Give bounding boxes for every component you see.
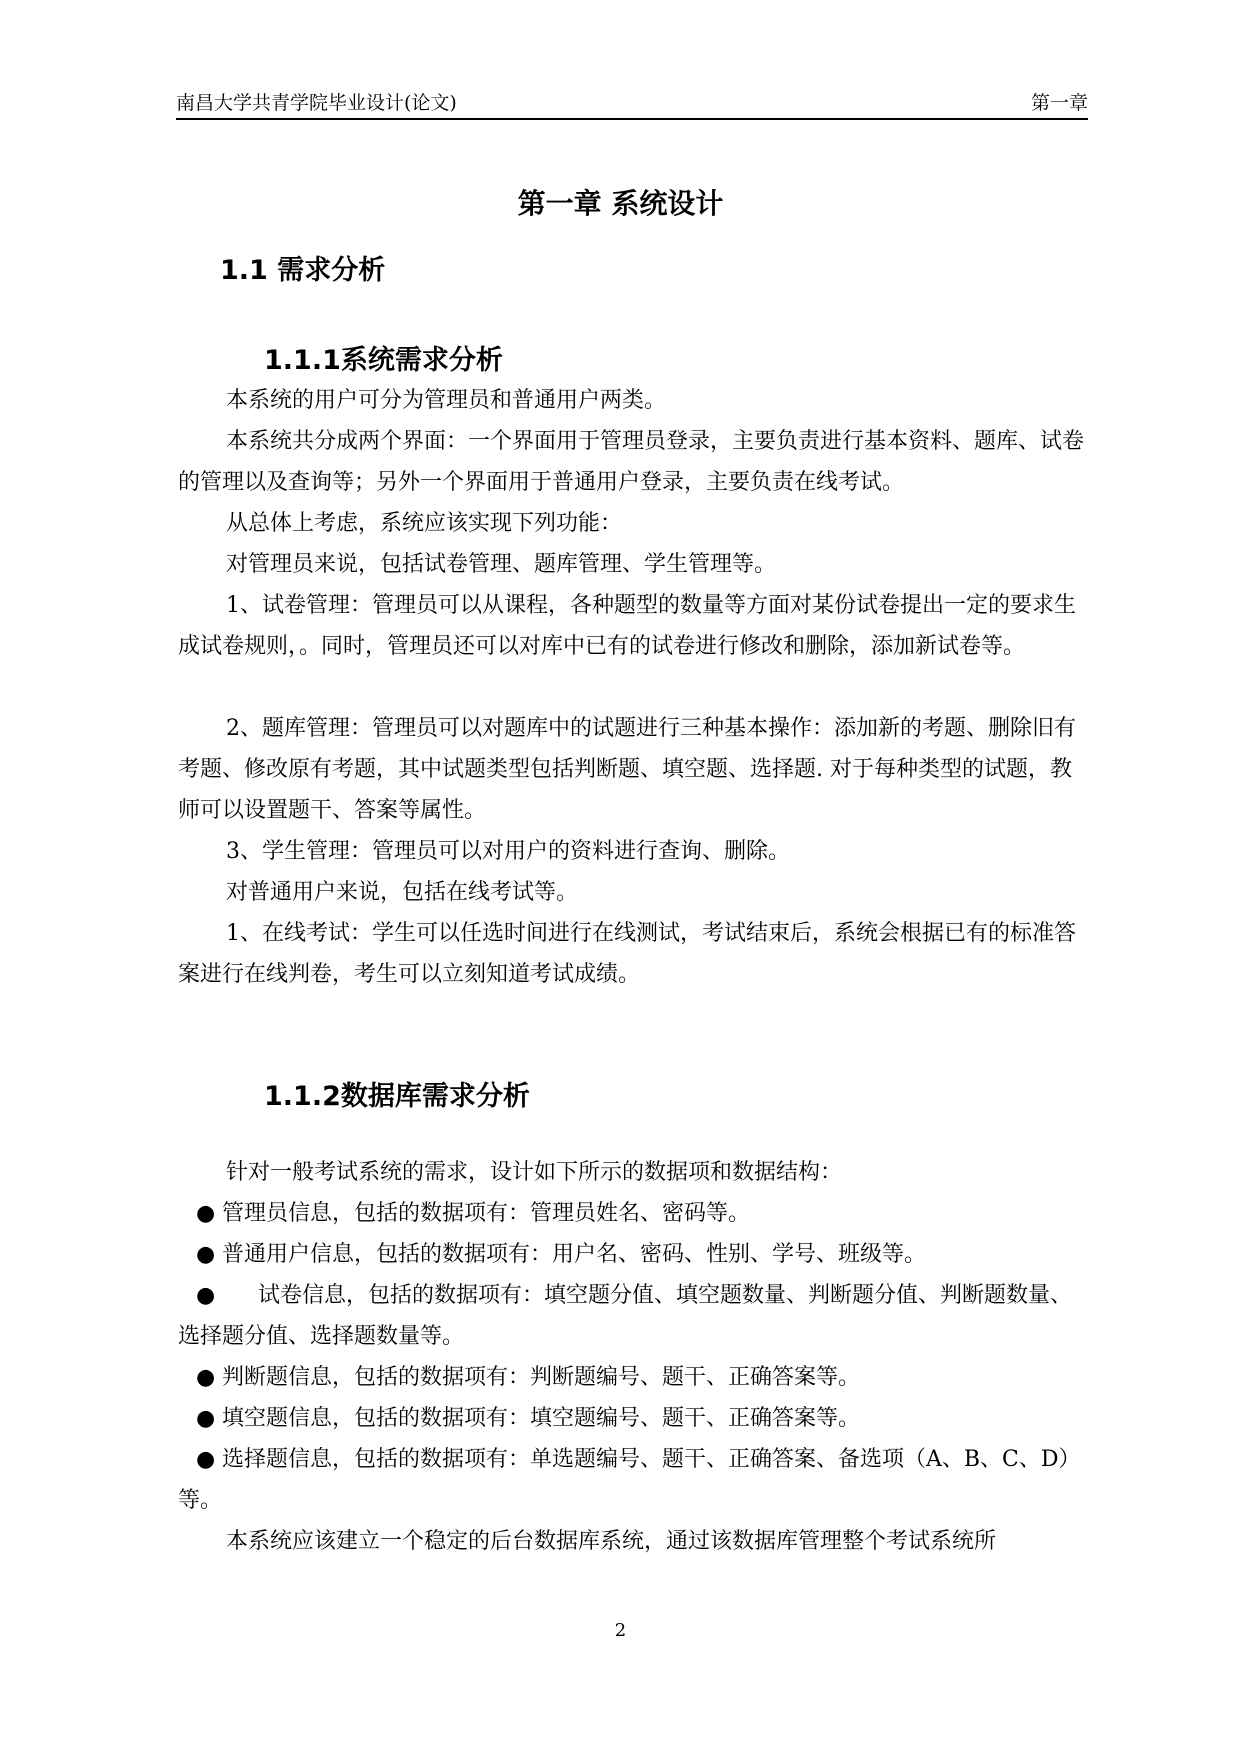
paragraph: 本系统应该建立一个稳定的后台数据库系统，通过该数据库管理整个考试系统所 xyxy=(226,1529,997,1554)
paragraph: 对普通用户来说，包括在线考试等。 xyxy=(226,880,579,905)
chapter-title: 第一章 系统设计 xyxy=(517,187,724,220)
bullet-icon: ● xyxy=(196,1242,216,1267)
list-item: ● 判断题信息，包括的数据项有：判断题编号、题干、正确答案等。 xyxy=(178,1357,1086,1398)
list-item: ● 试卷信息，包括的数据项有：填空题分值、填空题数量、判断题分值、判断题数量、选择题分值、选择题数量等。 xyxy=(178,1275,1086,1357)
paragraph: 1、试卷管理：管理员可以从课程，各种题型的数量等方面对某份试卷提出一定的要求生成试卷规则，。同时，管理员还可以对库中已有的试卷进行修改和删除，添加新试卷等。 xyxy=(178,593,1076,659)
paragraph: 针对一般考试系统的需求，设计如下所示的数据项和数据结构： xyxy=(226,1160,843,1185)
header-thesis-title: 南昌大学共青学院毕业设计(论文) xyxy=(176,92,457,114)
paragraph: 本系统共分成两个界面：一个界面用于管理员登录，主要负责进行基本资料、题库、试卷的管理以及查询等；另外一个界面用于普通用户登录，主要负责在线考试。 xyxy=(178,429,1085,495)
section-heading: 1.1 需求分析 xyxy=(220,255,386,286)
list-item: ● 选择题信息，包括的数据项有：单选题编号、题干、正确答案、备选项（A、B、C、D）等。 xyxy=(178,1439,1086,1521)
bullet-icon: ● xyxy=(196,1365,216,1390)
header-chapter: 第一章 xyxy=(1030,92,1088,114)
paragraph: 从总体上考虑，系统应该实现下列功能： xyxy=(226,511,623,536)
bullet-icon: ● xyxy=(196,1201,216,1226)
paragraph: 3、学生管理：管理员可以对用户的资料进行查询、删除。 xyxy=(226,839,790,864)
paragraph: 1、在线考试：学生可以任选时间进行在线测试，考试结束后，系统会根据已有的标准答案进行在线判卷，考生可以立刻知道考试成绩。 xyxy=(178,921,1076,987)
page-header xyxy=(176,84,1088,120)
subsection-heading-1: 1.1.1系统需求分析 xyxy=(264,345,503,376)
bullet-icon: ● xyxy=(196,1283,216,1308)
paragraph: 本系统的用户可分为管理员和普通用户两类。 xyxy=(226,388,667,413)
subsection-heading-2: 1.1.2数据库需求分析 xyxy=(264,1081,530,1112)
list-item: ● 普通用户信息，包括的数据项有：用户名、密码、性别、学号、班级等。 xyxy=(178,1234,1086,1275)
bullet-icon: ● xyxy=(196,1406,216,1431)
page-number: 2 xyxy=(614,1620,627,1641)
bullet-icon: ● xyxy=(196,1447,216,1472)
list-item: ● 管理员信息，包括的数据项有：管理员姓名、密码等。 xyxy=(178,1193,1086,1234)
paragraph: 2、题库管理：管理员可以对题库中的试题进行三种基本操作：添加新的考题、删除旧有考题、修改原有考题，其中试题类型包括判断题、填空题、选择题. 对于每种类型的试题，教师可以设置题干、答案等属性。 xyxy=(178,716,1076,823)
paragraph: 对管理员来说，包括试卷管理、题库管理、学生管理等。 xyxy=(226,552,777,577)
list-item: ● 填空题信息，包括的数据项有：填空题编号、题干、正确答案等。 xyxy=(178,1398,1086,1439)
